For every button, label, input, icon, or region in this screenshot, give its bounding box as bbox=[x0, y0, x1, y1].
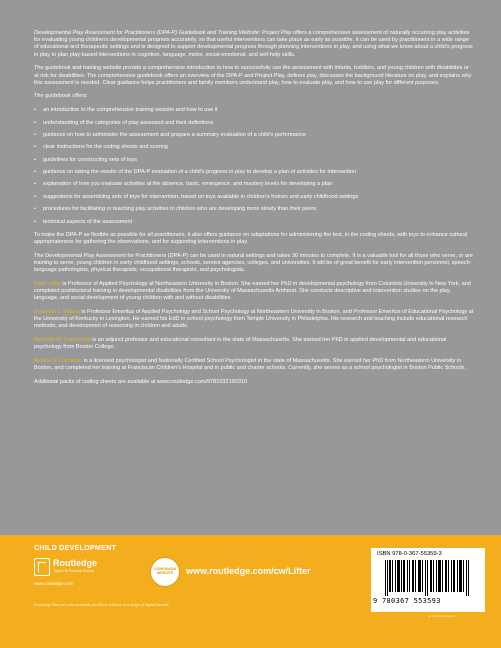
author-name: Karin Lifter bbox=[34, 280, 61, 287]
list-item: • guidance on taking the results of the DPA-P evaluation of a child's progress in play to develop a plan of activities for intervention bbox=[34, 169, 474, 176]
offers-heading: The guidebook offers: bbox=[34, 93, 88, 100]
list-item: • understanding of the categories of play assessed and their definitions bbox=[34, 120, 474, 127]
book-title: Developmental Play Assessment for Practitioners (DPA-P) Guidebook and Training Website: Project Play bbox=[34, 30, 292, 36]
badge-line-1: COMPANION bbox=[153, 567, 177, 571]
informa-label: an informa business bbox=[428, 614, 455, 618]
author-bio bbox=[34, 337, 474, 351]
isbn-text: ISBN 978-0-367-55359-3 bbox=[377, 551, 442, 557]
author-name: Emanuel J. Mason bbox=[34, 308, 80, 315]
barcode-icon bbox=[385, 560, 473, 596]
routledge-r-icon bbox=[34, 558, 50, 576]
barcode-digits: 9 780367 553593 bbox=[373, 597, 441, 605]
barcode-area bbox=[371, 548, 485, 612]
list-item: • technical aspects of the assessment bbox=[34, 219, 474, 226]
additional-note: Additional packs of coding sheets are available at www.routledge.com/9781032190310 bbox=[34, 378, 248, 385]
flexibility-paragraph: To make the DPA-P as flexible as possible for all practitioners, it also offers guidance on adaptations for administering the test, in the coding sheets, with toys to enhance cultural appropriateness for gathering the observations, and for supporting interventions in play. bbox=[34, 231, 468, 246]
author-text: is a licensed psychologist and Nationally Certified School Psychologist in the state of Massachusetts. She earned her PhD from Northeastern University in Boston, and completed her training at Franciscan Children's Hospital and in public and charter schools. Currently, she serves as a school psychologist in Boston Public Schools. bbox=[34, 357, 466, 372]
back-cover-text bbox=[34, 30, 474, 393]
ebook-note: Routledge titles are also available as eBook editions in a range of digital formats bbox=[34, 603, 169, 607]
list-item: • an introduction to the comprehensive training website and how to use it bbox=[34, 107, 474, 114]
author-name: Amanda M. Cannarella bbox=[34, 337, 91, 344]
routledge-logo bbox=[34, 558, 97, 576]
author-text: is Professor Emeritus of Applied Psychology and School Psychology at Northeastern University in Boston, and Professor Emeritus of Educational Psychology at the University of Kentucky in Lexington. He earned his EdD in school psychology from Temple University in Philadelphia. His research and teaching include educational research methods, and development of reasoning in children and adults. bbox=[34, 308, 474, 330]
list-item: • clear instructions for the coding sheets and scoring bbox=[34, 144, 474, 151]
list-item: • suggestions for assembling sets of toys for intervention, based on toys available in children's homes and early childhood settings bbox=[34, 194, 474, 201]
list-item: • guidance on how to administer the assessment and prepare a summary evaluation of a child's performance bbox=[34, 132, 474, 139]
intro-text: offers a comprehensive assessment of naturally occurring play activities for evaluating young children's developmental progress accurately, so that useful interventions can take place as early as possible. It can be used by practitioners in a wide range of educational and therapeutic settings and is designed to support developmental progress through planning interventions in play, and using what we know about a child's progress in play to plan play-based interventions in cognition, language, motor, social-emotional, and self-help skills. bbox=[34, 30, 473, 58]
author-name: Ashley D. Cameron bbox=[34, 357, 83, 364]
publisher-sub: Taylor & Francis Group bbox=[53, 568, 94, 573]
author-text: is Professor of Applied Psychology at Northeastern University in Boston. She earned her PhD in developmental psychology from Columbia University in New York, and completed postdoctoral training in developmental disabilities from the University of Massachusetts Amherst. She conducts descriptive and intervention studies on the play, language, and social development of young children with and without disabilities. bbox=[34, 280, 471, 302]
author-bio bbox=[34, 358, 474, 372]
publisher-url[interactable]: www.routledge.com bbox=[34, 581, 74, 586]
list-item: • guidelines for constructing sets of toys bbox=[34, 157, 474, 164]
list-item: • procedures for facilitating or teaching play activities to children who are developing more slowly than their peers bbox=[34, 206, 474, 213]
badge-line-2: WEBSITE bbox=[156, 571, 174, 576]
category-label: CHILD DEVELOPMENT bbox=[34, 543, 117, 552]
author-text: is an adjunct professor and educational consultant in the state of Massachusetts. She earned her PhD in applied developmental and educational psychology from Boston College. bbox=[34, 337, 447, 351]
usage-paragraph: The Developmental Play Assessment for Practitioners (DPA-P) can be used in natural settings and takes 30 minutes to complete. It is a valuable tool for all those who serve, or are training to serve, young children in early childhood settings, schools, service agencies, colleges, and universities. It will be of great benefit for early intervention personnel, speech-language pathologists, physical therapists, occupational therapists, and psychologists. bbox=[34, 252, 473, 274]
author-bio bbox=[34, 309, 474, 331]
intro-paragraph bbox=[34, 30, 474, 59]
list-item: • explanation of how you evaluate activities at the absence, basic, emergence, and mastery levels for developing a plan bbox=[34, 181, 474, 188]
publisher-name: Routledge bbox=[53, 558, 97, 568]
author-bio bbox=[34, 281, 474, 303]
companion-url[interactable]: www.routledge.com/cw/Lifter bbox=[186, 566, 311, 576]
guidebook-paragraph: The guidebook and training website provide a comprehensive introduction to how to successfully use the assessment with infants, toddlers, and young children with disabilities or at risk for disabilities. The comprehensive guidebook offers an overview of the DPA-P and Project Play, defines play, discusses the background literature on play, and explains why this assessment is needed. Clear guidance helps practitioners and family members understand play, how to evaluate play, and how to use play for different purposes. bbox=[34, 65, 472, 86]
offers-list bbox=[34, 107, 474, 226]
companion-website-badge bbox=[150, 557, 180, 587]
